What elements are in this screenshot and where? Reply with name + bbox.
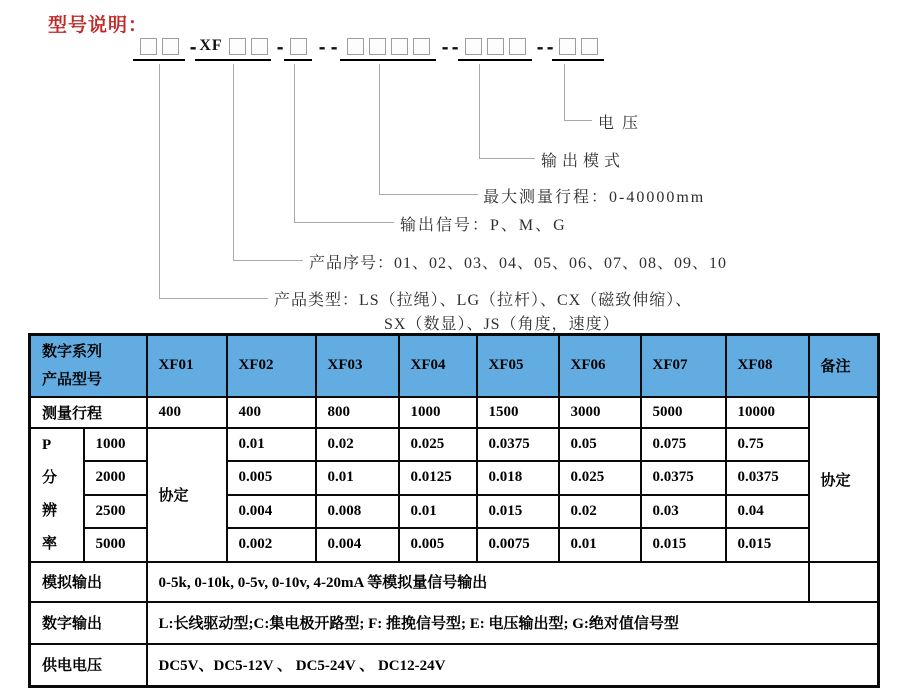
travel-value: 800 [316, 397, 399, 428]
callout-product-type-line2: SX（数显）、JS（角度，速度） [384, 316, 620, 333]
header-model-xf08: XF08 [726, 335, 809, 397]
format-group-output-mode [458, 37, 532, 61]
power-voltage-label: 供电电压 [30, 644, 147, 687]
resolution-value: 0.004 [316, 528, 399, 562]
model-box [559, 38, 576, 55]
table-header-row [30, 335, 879, 397]
model-box [391, 38, 408, 55]
page-title: 型号说明： [48, 15, 149, 36]
resolution-tier: 5000 [84, 528, 147, 562]
connector-line [159, 298, 268, 299]
model-box [369, 38, 386, 55]
format-dash: - [545, 38, 556, 58]
connector-line [479, 158, 535, 159]
header-model-xf01: XF01 [147, 335, 227, 397]
format-group-signal [284, 37, 312, 61]
resolution-value: 0.005 [227, 461, 316, 495]
travel-label: 测量行程 [30, 397, 147, 428]
digital-output-value: L:长线驱动型;C:集电极开路型; F: 推挽信号型; E: 电压输出型; G:绝对值信号型 [147, 602, 879, 644]
resolution-value: 0.0375 [477, 428, 559, 462]
format-dash: - [450, 38, 461, 58]
connector-line [379, 194, 478, 195]
resolution-tier: 1000 [84, 428, 147, 462]
resolution-axis-label: P 分 辨 率 [30, 428, 84, 562]
resolution-value: 0.0375 [641, 461, 726, 495]
model-box [162, 38, 179, 55]
resolution-value: 0.025 [559, 461, 641, 495]
analog-output-label: 模拟输出 [30, 562, 147, 602]
connector-line [294, 222, 394, 223]
travel-value: 1000 [399, 397, 477, 428]
connector-line [294, 64, 295, 222]
resolution-value: 0.005 [399, 528, 477, 562]
analog-output-row [30, 562, 879, 602]
resolution-value: 0.02 [559, 495, 641, 529]
callout-product-serial: 产品序号：01、02、03、04、05、06、07、08、09、10 [309, 255, 728, 272]
format-group-voltage [552, 37, 604, 61]
header-series-title [30, 335, 147, 397]
header-model-xf06: XF06 [559, 335, 641, 397]
power-voltage-row [30, 644, 879, 687]
resolution-value: 0.004 [227, 495, 316, 529]
remark-merged-cell: 协定 [809, 397, 879, 562]
connector-line [233, 260, 303, 261]
resolution-value: 0.025 [399, 428, 477, 462]
resolution-value: 0.075 [641, 428, 726, 462]
resolution-value: 0.0375 [726, 461, 809, 495]
resolution-value: 0.0125 [399, 461, 477, 495]
resolution-row-1000 [30, 428, 879, 462]
format-dash: - [188, 38, 199, 58]
model-box [465, 38, 482, 55]
connector-line [564, 64, 565, 120]
callout-output-mode: 输出模式 [541, 153, 626, 170]
model-box [140, 38, 157, 55]
analog-remark-cell [809, 562, 879, 602]
header-series-line2: 产品型号 [42, 371, 103, 388]
resolution-value: 0.015 [641, 528, 726, 562]
connector-line [233, 64, 234, 260]
callout-product-type [274, 287, 692, 334]
resolution-value: 0.04 [726, 495, 809, 529]
model-box [487, 38, 504, 55]
model-box [509, 38, 526, 55]
travel-value: 400 [227, 397, 316, 428]
header-model-xf02: XF02 [227, 335, 316, 397]
xf-prefix: XF [199, 37, 223, 54]
resolution-value: 0.02 [316, 428, 399, 462]
format-group-travel [340, 37, 436, 61]
resolution-tier: 2500 [84, 495, 147, 529]
header-model-xf07: XF07 [641, 335, 726, 397]
resolution-value: 0.05 [559, 428, 641, 462]
format-dash: - [440, 38, 451, 58]
resolution-value: 0.01 [227, 428, 316, 462]
resolution-value: 0.01 [559, 528, 641, 562]
header-series-line1: 数字系列 [42, 343, 103, 360]
resolution-value: 0.03 [641, 495, 726, 529]
callout-voltage: 电压 [598, 115, 647, 132]
resolution-tier: 2000 [84, 461, 147, 495]
digital-output-row [30, 602, 879, 644]
resolution-value: 0.015 [477, 495, 559, 529]
header-model-xf05: XF05 [477, 335, 559, 397]
model-box [347, 38, 364, 55]
resolution-value: 0.75 [726, 428, 809, 462]
format-dash: - [275, 38, 286, 58]
callout-output-signal: 输出信号：P、M、G [400, 217, 567, 234]
resolution-value: 0.002 [227, 528, 316, 562]
model-box [290, 38, 307, 55]
format-dash: - [317, 38, 328, 58]
connector-line [479, 64, 480, 158]
header-remark: 备注 [809, 335, 879, 397]
resolution-value: 0.0075 [477, 528, 559, 562]
format-group-product-type [133, 37, 185, 61]
digital-output-label: 数字输出 [30, 602, 147, 644]
connector-line [564, 120, 592, 121]
connector-line [379, 64, 380, 194]
spec-table [28, 333, 880, 688]
travel-row [30, 397, 879, 428]
resolution-value: 0.01 [316, 461, 399, 495]
resolution-value: 0.015 [726, 528, 809, 562]
model-box [581, 38, 598, 55]
resolution-value: 0.008 [316, 495, 399, 529]
callout-max-travel: 最大测量行程：0-40000mm [483, 189, 706, 206]
resolution-value: 0.01 [399, 495, 477, 529]
model-box [229, 38, 246, 55]
callout-product-type-line1: 产品类型：LS（拉绳）、LG（拉杆）、CX（磁致伸缩）、 [274, 292, 693, 309]
travel-value: 1500 [477, 397, 559, 428]
format-dash: - [535, 38, 546, 58]
model-box [413, 38, 430, 55]
connector-line [159, 64, 160, 298]
header-model-xf04: XF04 [399, 335, 477, 397]
travel-value: 3000 [559, 397, 641, 428]
model-box [251, 38, 268, 55]
resolution-value: 0.018 [477, 461, 559, 495]
travel-value: 10000 [726, 397, 809, 428]
xf01-merged-cell: 协定 [147, 428, 227, 562]
power-voltage-value: DC5V、DC5-12V 、 DC5-24V 、 DC12-24V [147, 644, 879, 687]
format-group-serial [195, 37, 271, 61]
travel-value: 5000 [641, 397, 726, 428]
travel-value: 400 [147, 397, 227, 428]
header-model-xf03: XF03 [316, 335, 399, 397]
analog-output-value: 0-5k, 0-10k, 0-5v, 0-10v, 4-20mA 等模拟量信号输出 [147, 562, 809, 602]
format-dash: - [329, 38, 340, 58]
